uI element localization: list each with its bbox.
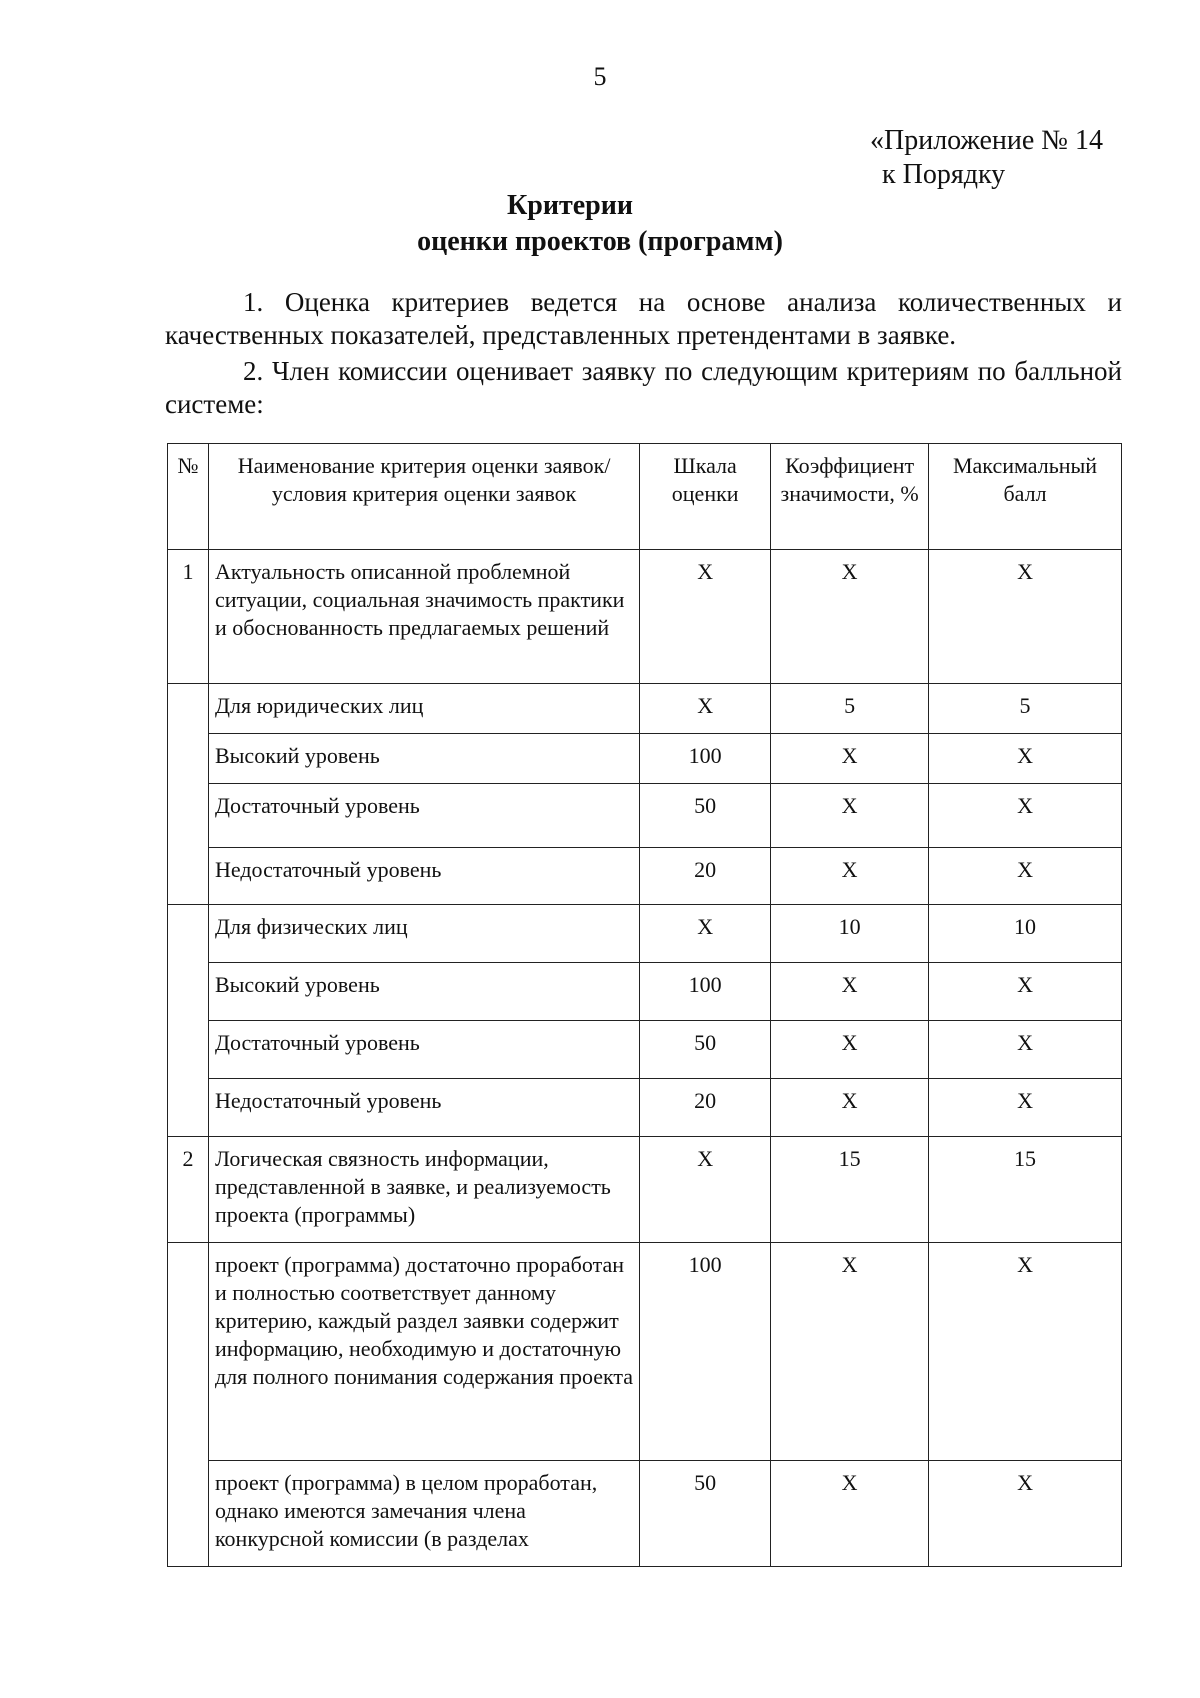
row-max-score: X	[929, 963, 1122, 1021]
row-max-score: X	[929, 1461, 1122, 1567]
table-row	[168, 848, 1122, 905]
row-coefficient: 10	[771, 905, 929, 963]
table-row	[168, 905, 1122, 963]
row-coefficient: 5	[771, 684, 929, 734]
row-scale: X	[640, 684, 771, 734]
table-row	[168, 1079, 1122, 1137]
row-name: Достаточный уровень	[208, 784, 639, 848]
document-title	[0, 188, 1200, 260]
row-name: Для юридических лиц	[208, 684, 639, 734]
title-line-2: оценки проектов (программ)	[417, 226, 783, 257]
row-scale: 50	[640, 1461, 771, 1567]
row-scale: 20	[640, 848, 771, 905]
row-max-score: 10	[929, 905, 1122, 963]
row-coefficient: X	[771, 963, 929, 1021]
row-max-score: 5	[929, 684, 1122, 734]
row-coefficient: X	[771, 1243, 929, 1461]
row-name: Недостаточный уровень	[208, 848, 639, 905]
appendix-reference	[870, 124, 1103, 192]
row-scale: 20	[640, 1079, 771, 1137]
row-name: Высокий уровень	[208, 963, 639, 1021]
row-scale: X	[640, 1137, 771, 1243]
row-max-score: X	[929, 1079, 1122, 1137]
header-name: Наименование критерия оценки заявок/условия критерия оценки заявок	[208, 444, 639, 550]
body-text	[165, 286, 1122, 424]
row-name: проект (программа) в целом проработан, однако имеются замечания члена конкурсной комиссии (в разделах	[208, 1461, 639, 1567]
table-row	[168, 1021, 1122, 1079]
row-scale: 100	[640, 963, 771, 1021]
row-coefficient: 15	[771, 1137, 929, 1243]
appendix-line-2: к Порядку	[882, 159, 1006, 190]
paragraph-2: 2. Член комиссии оценивает заявку по следующим критериям по балльной системе:	[165, 356, 1122, 419]
row-coefficient: X	[771, 784, 929, 848]
table-row	[168, 684, 1122, 734]
appendix-line-1: «Приложение № 14	[870, 125, 1103, 156]
row-scale: 50	[640, 784, 771, 848]
row-scale: X	[640, 550, 771, 684]
header-coefficient: Коэффициент значимости, %	[771, 444, 929, 550]
row-name: Для физических лиц	[208, 905, 639, 963]
row-max-score: X	[929, 848, 1122, 905]
table-row	[168, 550, 1122, 684]
row-scale: 50	[640, 1021, 771, 1079]
row-scale: X	[640, 905, 771, 963]
row-num	[168, 1243, 209, 1567]
title-line-1: Критерии	[506, 190, 634, 221]
table-row	[168, 1461, 1122, 1567]
table-header-row	[168, 444, 1122, 550]
row-num: 2	[168, 1137, 209, 1243]
row-coefficient: X	[771, 734, 929, 784]
row-coefficient: X	[771, 1021, 929, 1079]
row-max-score: 15	[929, 1137, 1122, 1243]
table-row	[168, 1137, 1122, 1243]
paragraph-1: 1. Оценка критериев ведется на основе анализа количественных и качественных показателей, представленных претендентами в заявке.	[165, 287, 1122, 350]
row-max-score: X	[929, 550, 1122, 684]
row-name: Актуальность описанной проблемной ситуации, социальная значимость практики и обоснованность предлагаемых решений	[208, 550, 639, 684]
row-max-score: X	[929, 1021, 1122, 1079]
row-name: Высокий уровень	[208, 734, 639, 784]
row-name: Достаточный уровень	[208, 1021, 639, 1079]
row-coefficient: X	[771, 1079, 929, 1137]
row-name: Логическая связность информации, представленной в заявке, и реализуемость проекта (программы)	[208, 1137, 639, 1243]
row-num	[168, 905, 209, 1137]
row-num	[168, 684, 209, 905]
row-max-score: X	[929, 784, 1122, 848]
table-row	[168, 963, 1122, 1021]
row-max-score: X	[929, 734, 1122, 784]
header-max-score: Максимальный балл	[929, 444, 1122, 550]
table-row	[168, 1243, 1122, 1461]
row-max-score: X	[929, 1243, 1122, 1461]
row-name: проект (программа) достаточно проработан и полностью соответствует данному критерию, каждый раздел заявки содержит информацию, необходимую и достаточную для полного понимания содержания проекта	[208, 1243, 639, 1461]
table-row	[168, 784, 1122, 848]
row-scale: 100	[640, 734, 771, 784]
row-coefficient: X	[771, 550, 929, 684]
page-number: 5	[593, 62, 607, 91]
header-num: №	[168, 444, 209, 550]
header-scale: Шкала оценки	[640, 444, 771, 550]
row-name: Недостаточный уровень	[208, 1079, 639, 1137]
row-coefficient: X	[771, 1461, 929, 1567]
criteria-table	[167, 443, 1122, 1567]
table-row	[168, 734, 1122, 784]
row-num: 1	[168, 550, 209, 684]
row-scale: 100	[640, 1243, 771, 1461]
row-coefficient: X	[771, 848, 929, 905]
